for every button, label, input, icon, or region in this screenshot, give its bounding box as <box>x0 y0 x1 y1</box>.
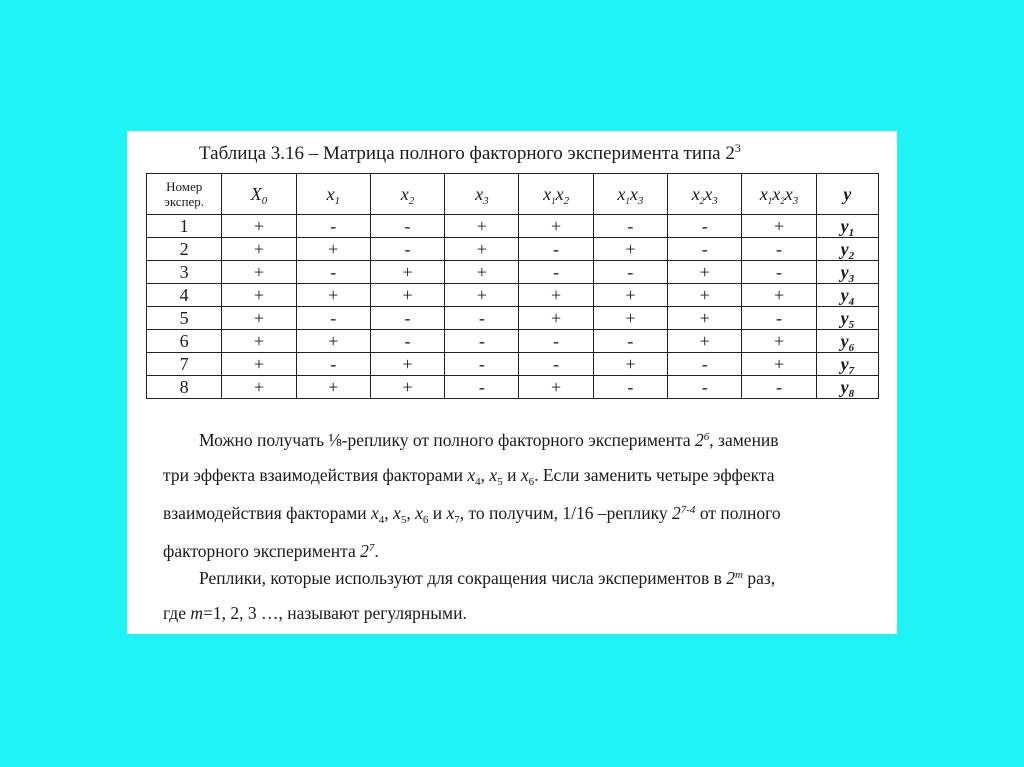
experiment-number-cell: 2 <box>147 238 222 261</box>
header-experiment-number: Номер экспер. <box>147 174 222 215</box>
sign-cell: + <box>296 330 370 353</box>
sign-cell: + <box>742 284 816 307</box>
table-row <box>147 353 879 376</box>
caption-text: Таблица 3.16 – Матрица полного факторного эксперимента типа 2 <box>199 143 735 164</box>
sign-cell: - <box>742 376 816 399</box>
sign-cell: - <box>445 376 519 399</box>
header-x2x3: $x_2x_3$ <box>668 174 742 215</box>
sign-cell: - <box>668 376 742 399</box>
table-caption <box>199 143 741 165</box>
header-x1x2x3: $x_1x_2x_3$ <box>742 174 816 215</box>
sign-cell: + <box>519 215 593 238</box>
sign-cell: + <box>445 215 519 238</box>
header-x1: $x_1$ <box>296 174 370 215</box>
sign-cell: + <box>370 376 444 399</box>
sign-cell: - <box>370 215 444 238</box>
sign-cell: - <box>668 238 742 261</box>
header-x0: $X_0$ <box>222 174 296 215</box>
header-x1x2: $x_1x_2$ <box>519 174 593 215</box>
response-cell: $y_5$ <box>816 307 878 330</box>
sign-cell: + <box>370 284 444 307</box>
sign-cell: - <box>742 238 816 261</box>
experiment-number-cell: 3 <box>147 261 222 284</box>
caption-exponent: 3 <box>734 141 741 155</box>
sign-cell: + <box>296 238 370 261</box>
sign-cell: + <box>296 376 370 399</box>
table-row <box>147 215 879 238</box>
sign-cell: - <box>445 353 519 376</box>
sign-cell: - <box>593 376 667 399</box>
sign-cell: + <box>222 376 296 399</box>
sign-cell: + <box>370 353 444 376</box>
sign-cell: + <box>742 215 816 238</box>
sign-cell: - <box>296 353 370 376</box>
sign-cell: + <box>222 307 296 330</box>
table-row <box>147 261 879 284</box>
paragraph-1-line-2: три эффекта взаимодействия факторами $x_4$, $x_5$ и $x_6$. Если заменить четыре эффекта <box>163 465 775 488</box>
sign-cell: + <box>742 330 816 353</box>
sign-cell: + <box>593 353 667 376</box>
table-body <box>147 215 879 399</box>
sign-cell: + <box>222 238 296 261</box>
paragraph-2-line-1: Реплики, которые используют для сокращения числа экспериментов в 2$^m$ раз, <box>199 568 776 588</box>
sign-cell: + <box>668 307 742 330</box>
header-x1x3: $x_1x_3$ <box>593 174 667 215</box>
sign-cell: - <box>519 353 593 376</box>
sign-cell: + <box>519 307 593 330</box>
experiment-number-cell: 7 <box>147 353 222 376</box>
sign-cell: - <box>519 261 593 284</box>
sign-cell: + <box>222 215 296 238</box>
sign-cell: - <box>296 307 370 330</box>
sign-cell: + <box>445 238 519 261</box>
paragraph-1-line-4: факторного эксперимента $2^7$. <box>163 541 379 561</box>
sign-cell: - <box>519 238 593 261</box>
response-cell: $y_7$ <box>816 353 878 376</box>
header-y: y <box>816 174 878 215</box>
sign-cell: - <box>370 330 444 353</box>
paragraph-1-line-3: взаимодействия факторами $x_4$, $x_5$, $x_6$ и $x_7$, то получим, 1/16 –реплику 2$^{7-4}$ от полного <box>163 503 781 526</box>
factorial-matrix-table <box>146 173 879 399</box>
sign-cell: - <box>519 330 593 353</box>
sign-cell: + <box>742 353 816 376</box>
sign-cell: - <box>668 353 742 376</box>
paragraph-2-line-2: где m=1, 2, 3 …, называют регулярными. <box>163 603 467 623</box>
sign-cell: - <box>742 261 816 284</box>
sign-cell: - <box>370 238 444 261</box>
experiment-number-cell: 6 <box>147 330 222 353</box>
sign-cell: + <box>445 261 519 284</box>
sign-cell: + <box>668 261 742 284</box>
document-page <box>127 131 897 634</box>
sign-cell: - <box>445 307 519 330</box>
sign-cell: + <box>519 376 593 399</box>
response-cell: $y_4$ <box>816 284 878 307</box>
sign-cell: + <box>593 238 667 261</box>
paragraph-2 <box>163 561 875 631</box>
sign-cell: + <box>668 284 742 307</box>
table-header-row <box>147 174 879 215</box>
sign-cell: + <box>370 261 444 284</box>
sign-cell: + <box>593 307 667 330</box>
sign-cell: - <box>742 307 816 330</box>
table-row <box>147 284 879 307</box>
sign-cell: - <box>668 215 742 238</box>
header-x2: $x_2$ <box>370 174 444 215</box>
sign-cell: - <box>370 307 444 330</box>
paragraph-1-line-1: Можно получать ⅛-реплику от полного факторного эксперимента $2^6$, заменив <box>199 430 779 450</box>
paragraph-1 <box>163 423 875 569</box>
sign-cell: - <box>593 261 667 284</box>
experiment-number-cell: 1 <box>147 215 222 238</box>
sign-cell: + <box>519 284 593 307</box>
response-cell: $y_8$ <box>816 376 878 399</box>
table-row <box>147 238 879 261</box>
experiment-number-cell: 5 <box>147 307 222 330</box>
table-row <box>147 330 879 353</box>
sign-cell: + <box>222 261 296 284</box>
response-cell: $y_2$ <box>816 238 878 261</box>
header-x3: $x_3$ <box>445 174 519 215</box>
sign-cell: + <box>296 284 370 307</box>
sign-cell: + <box>668 330 742 353</box>
sign-cell: + <box>222 330 296 353</box>
sign-cell: - <box>593 215 667 238</box>
sign-cell: + <box>445 284 519 307</box>
response-cell: $y_3$ <box>816 261 878 284</box>
sign-cell: - <box>593 330 667 353</box>
response-cell: $y_1$ <box>816 215 878 238</box>
table-row <box>147 307 879 330</box>
experiment-number-cell: 4 <box>147 284 222 307</box>
sign-cell: + <box>222 353 296 376</box>
experiment-number-cell: 8 <box>147 376 222 399</box>
sign-cell: + <box>222 284 296 307</box>
table-row <box>147 376 879 399</box>
sign-cell: - <box>296 215 370 238</box>
response-cell: $y_6$ <box>816 330 878 353</box>
sign-cell: + <box>593 284 667 307</box>
sign-cell: - <box>296 261 370 284</box>
sign-cell: - <box>445 330 519 353</box>
